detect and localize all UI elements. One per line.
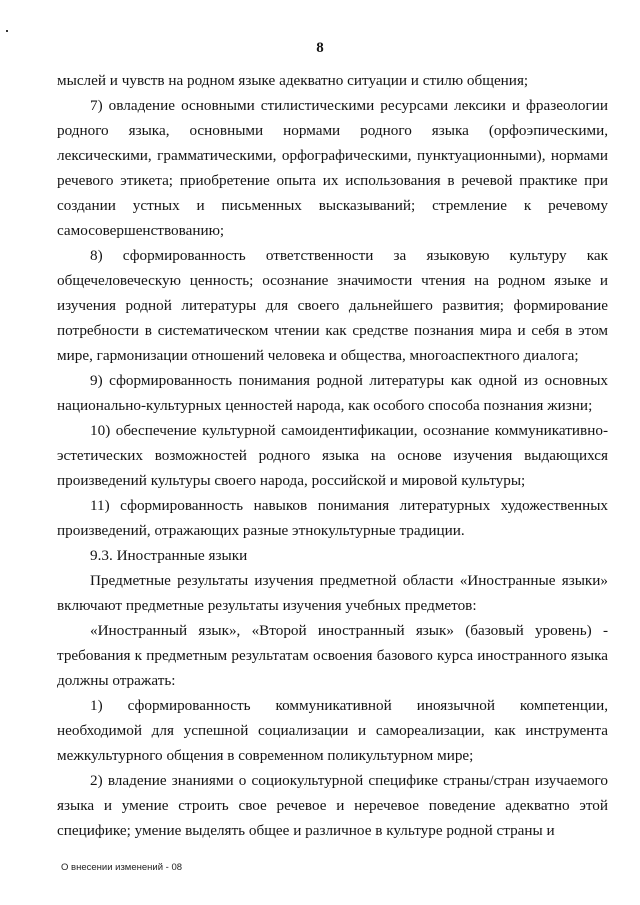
paragraph-fl-item-1: 1) сформированность коммуникативной иноязычной компетенции, необходимой для успешной социализации и самореализации, как инструмента межкультурного общения в современном поликультурном мире;	[57, 697, 608, 764]
paragraph-fl-item-2: 2) владение знаниями о социокультурной специфике страны/стран изучаемого языка и умение строить свое речевое и неречевое поведение адекватно этой специфике; умение выделять общее и различное в культуре родной страны и	[57, 772, 608, 839]
paragraph-item-10: 10) обеспечение культурной самоидентификации, осознание коммуникативно-эстетических возможностей родного языка на основе изучения выдающихся произведений культуры своего народа, российской и мировой культуры;	[57, 422, 608, 489]
document-body	[57, 68, 608, 843]
section-heading: 9.3. Иностранные языки	[90, 547, 248, 564]
paragraph-item-7: 7) овладение основными стилистическими ресурсами лексики и фразеологии родного языка, основными нормами родного языка (орфоэпическими, лексическими, грамматическими, орфографическими, пунктуационными), нормами речевого этикета; приобретение опыта их использования в речевой практике при создании устных и письменных высказываний; стремление к речевому самосовершенствованию;	[57, 97, 608, 239]
paragraph-intro: Предметные результаты изучения предметной области «Иностранные языки» включают предметные результаты изучения учебных предметов:	[57, 572, 608, 614]
paragraph-item-8: 8) сформированность ответственности за языковую культуру как общечеловеческую ценность; осознание значимости чтения на родном языке и изучения родной литературы для своего дальнейшего развития; формирование потребности в систематическом чтении как средстве познания мира и себя в этом мире, гармонизации отношений человека и общества, многоаспектного диалога;	[57, 247, 608, 364]
paragraph-item-11: 11) сформированность навыков понимания литературных художественных произведений, отражающих разные этнокультурные традиции.	[57, 497, 608, 539]
scan-artifact	[6, 30, 8, 32]
paragraph-requirements: «Иностранный язык», «Второй иностранный язык» (базовый уровень) - требования к предметным результатам освоения базового курса иностранного языка должны отражать:	[57, 622, 608, 689]
paragraph-item-9: 9) сформированность понимания родной литературы как одной из основных национально-культурных ценностей народа, как особого способа познания жизни;	[57, 372, 608, 414]
page-number: 8	[316, 40, 324, 56]
footer-note: О внесении изменений - 08	[61, 862, 183, 873]
paragraph-continuation: мыслей и чувств на родном языке адекватно ситуации и стилю общения;	[57, 72, 529, 89]
